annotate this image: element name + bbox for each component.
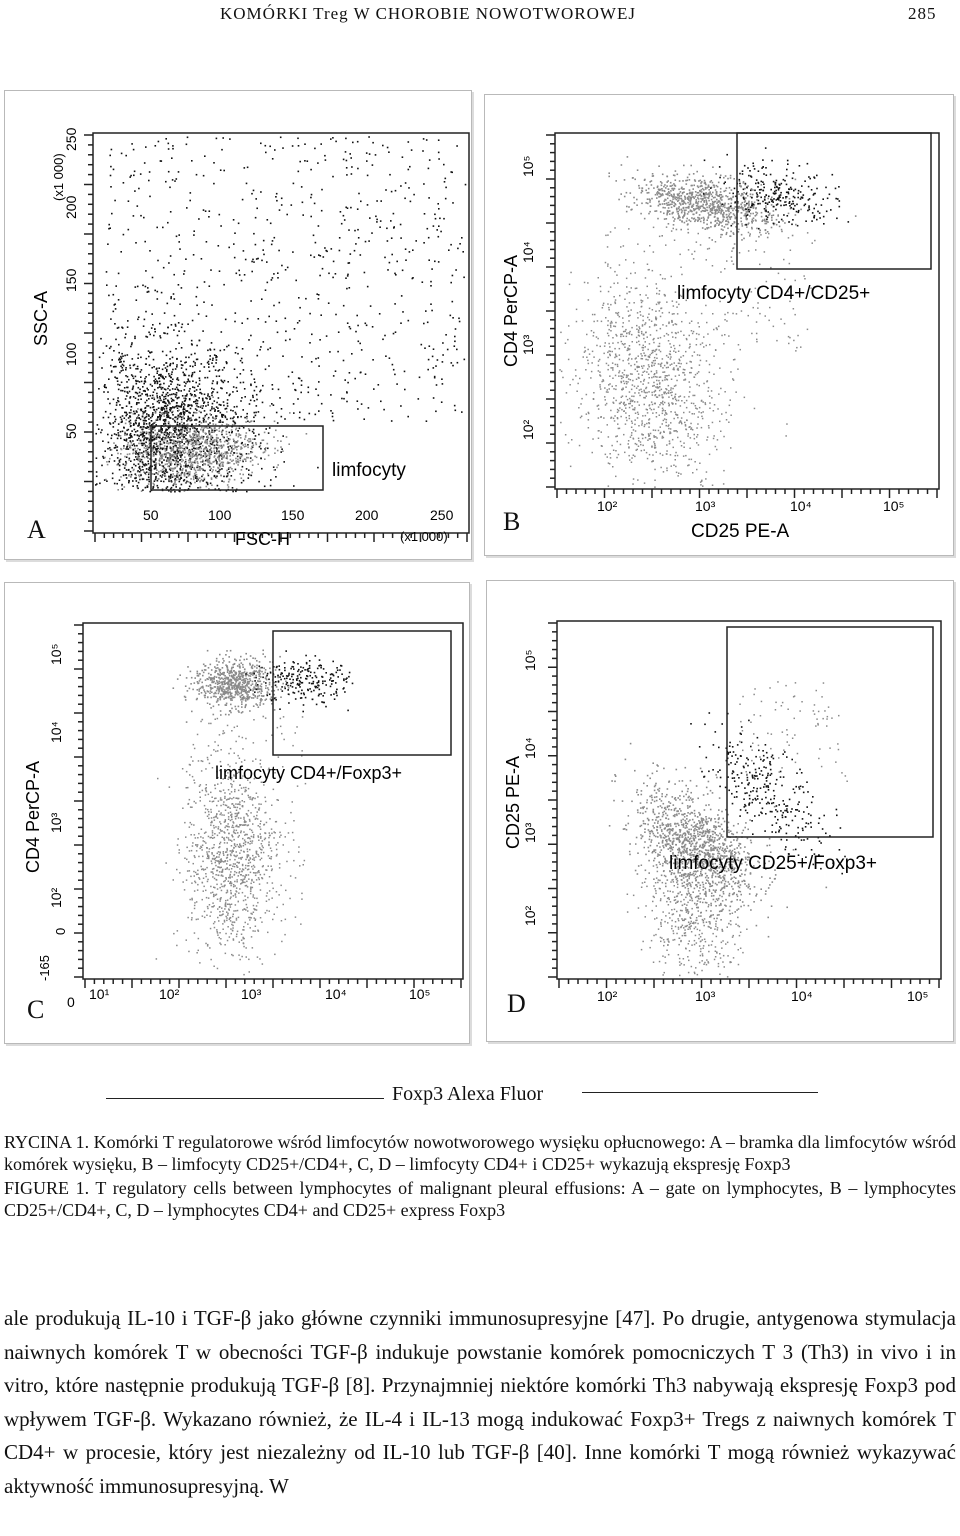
body-text	[4, 1302, 956, 1504]
y-tick-label: 10⁴	[48, 721, 64, 743]
running-head	[0, 4, 960, 28]
gate-box	[273, 631, 451, 755]
panel-b-plot	[485, 95, 953, 555]
x-tick-label: 10²	[159, 986, 180, 1002]
y-tick-label: 0	[53, 927, 68, 935]
panel-a-plot	[5, 91, 471, 559]
body-paragraph: ale produkują IL-10 i TGF-β jako główne czynniki immunosupresyjne [47]. Po drugie, antygenowa stymulacja naiwnych komórek T w obecności TGF-β indukuje powstanie komórek pomocniczych T 3 (Th3) in vivo i in vitro, które następnie produkują TGF-β [8]. Przynajmniej niektóre komórki Th3 nabywają ekspresję Foxp3 pod wpływem TGF-β. Wykazano również, że IL-4 i IL-13 mogą indukować Foxp3+ Tregs z naiwnych komórek T CD4+ w procesie, który jest niezależny od IL-10 lub TGF-β [40]. Inne komórki T mogą również wykazywać aktywność immunosupresyjną. W	[4, 1306, 956, 1498]
y-tick-label: 50	[63, 423, 79, 439]
x-tick-label: 10³	[241, 986, 262, 1002]
y-axis-title: CD4 PerCP-A	[501, 254, 521, 367]
gate-box	[737, 133, 931, 269]
gate-label: limfocyty	[332, 460, 406, 481]
x-tick-label: 250	[430, 507, 454, 523]
y-tick-label: 10⁵	[48, 643, 64, 665]
plot-frame	[555, 133, 939, 489]
y-tick-label: 10²	[522, 905, 538, 926]
y-tick-label: 10²	[520, 419, 536, 440]
y-tick-label: 10²	[48, 887, 64, 908]
caption-polish: RYCINA 1. Komórki T regulatorowe wśród limfocytów nowotworowego wysięku opłucnowego: A – bramka dla limfocytów wśród komórek wysięku, B – limfocyty CD25+/CD4+, C, D – limfocyty CD4+ i CD25+ wykazują ekspresję Foxp3	[4, 1132, 956, 1174]
x-tick-label: 10¹	[89, 986, 110, 1002]
x-tick-label: 10²	[597, 498, 618, 514]
y-tick-label: 10³	[520, 334, 536, 355]
running-title: KOMÓRKI Treg W CHOROBIE NOWOTWOROWEJ	[220, 4, 636, 23]
y-axis-title: CD4 PerCP-A	[23, 760, 43, 873]
panel-d-plot	[487, 581, 953, 1041]
x-tick-label: 150	[281, 507, 305, 523]
figure-captions	[4, 1131, 956, 1221]
page-number: 285	[908, 4, 937, 23]
x-tick-label: 10²	[597, 988, 618, 1004]
axis-label-rule-left	[106, 1098, 384, 1099]
axis-label-rule-right	[582, 1092, 818, 1093]
scatter-dots	[156, 650, 354, 976]
x-axis-title: FSC-H	[235, 529, 290, 549]
panel-letter: A	[27, 515, 46, 544]
y-multiplier: (x1 000)	[51, 153, 66, 201]
y-tick-label: 10⁵	[520, 155, 536, 177]
y-tick-label: 200	[63, 195, 79, 219]
gate-label: limfocyty CD4+/CD25+	[677, 283, 871, 304]
y-tick-label: 250	[63, 127, 79, 151]
gate-label: limfocyty CD4+/Foxp3+	[215, 763, 403, 783]
y-tick-label: -165	[37, 954, 52, 981]
x-tick-label: 10³	[695, 988, 716, 1004]
panel-letter: C	[27, 995, 45, 1024]
panel-b	[484, 94, 954, 556]
axis-ticks	[546, 135, 937, 498]
y-tick-label: 150	[63, 268, 79, 292]
x-tick-label: 10⁴	[325, 986, 347, 1002]
x-tick-label: 10⁵	[409, 986, 431, 1002]
y-axis-title: CD25 PE-A	[503, 755, 523, 849]
panel-a	[4, 90, 472, 560]
y-axis-title: SSC-A	[31, 290, 51, 346]
gate-label: limfocyty CD25+/Foxp3+	[669, 853, 878, 874]
gate-box	[727, 627, 933, 837]
x-tick-label: 10⁵	[883, 498, 905, 514]
y-tick-label: 10⁵	[522, 649, 538, 671]
y-tick-label: 10³	[48, 812, 64, 833]
panel-c	[4, 582, 470, 1044]
y-tick-label: 10⁴	[520, 241, 536, 263]
scatter-dots	[559, 147, 856, 488]
x-tick-label: 200	[355, 507, 379, 523]
y-tick-label: 10³	[522, 822, 538, 843]
panel-d	[486, 580, 954, 1042]
shared-x-label: Foxp3 Alexa Fluor	[392, 1083, 544, 1105]
caption-english: FIGURE 1. T regulatory cells between lymphocytes of malignant pleural effusions: A – gate on lymphocytes, B – lymphocytes CD25+/CD4+, C, D – lymphocytes CD4+ and CD25+ express Foxp3	[4, 1178, 956, 1220]
panel-letter: B	[503, 507, 521, 536]
x-tick-label: 100	[208, 507, 232, 523]
panel-letter: D	[507, 989, 526, 1018]
x-tick-label: 10⁵	[907, 988, 929, 1004]
axis-ticks	[548, 623, 939, 988]
panel-c-plot	[5, 583, 469, 1043]
x-tick-label: 10⁴	[791, 988, 813, 1004]
scatter-dots	[609, 681, 848, 977]
x-multiplier: (x1 000)	[400, 529, 448, 544]
x-tick-label: 50	[143, 507, 159, 523]
x-axis-title: CD25 PE-A	[691, 521, 790, 542]
y-tick-label: 10⁴	[522, 737, 538, 759]
x-tick-label: 10⁴	[790, 498, 812, 514]
x-tick-label: 10³	[695, 498, 716, 514]
y-tick-label: 100	[63, 342, 79, 366]
x-tick-label: 0	[67, 994, 75, 1010]
